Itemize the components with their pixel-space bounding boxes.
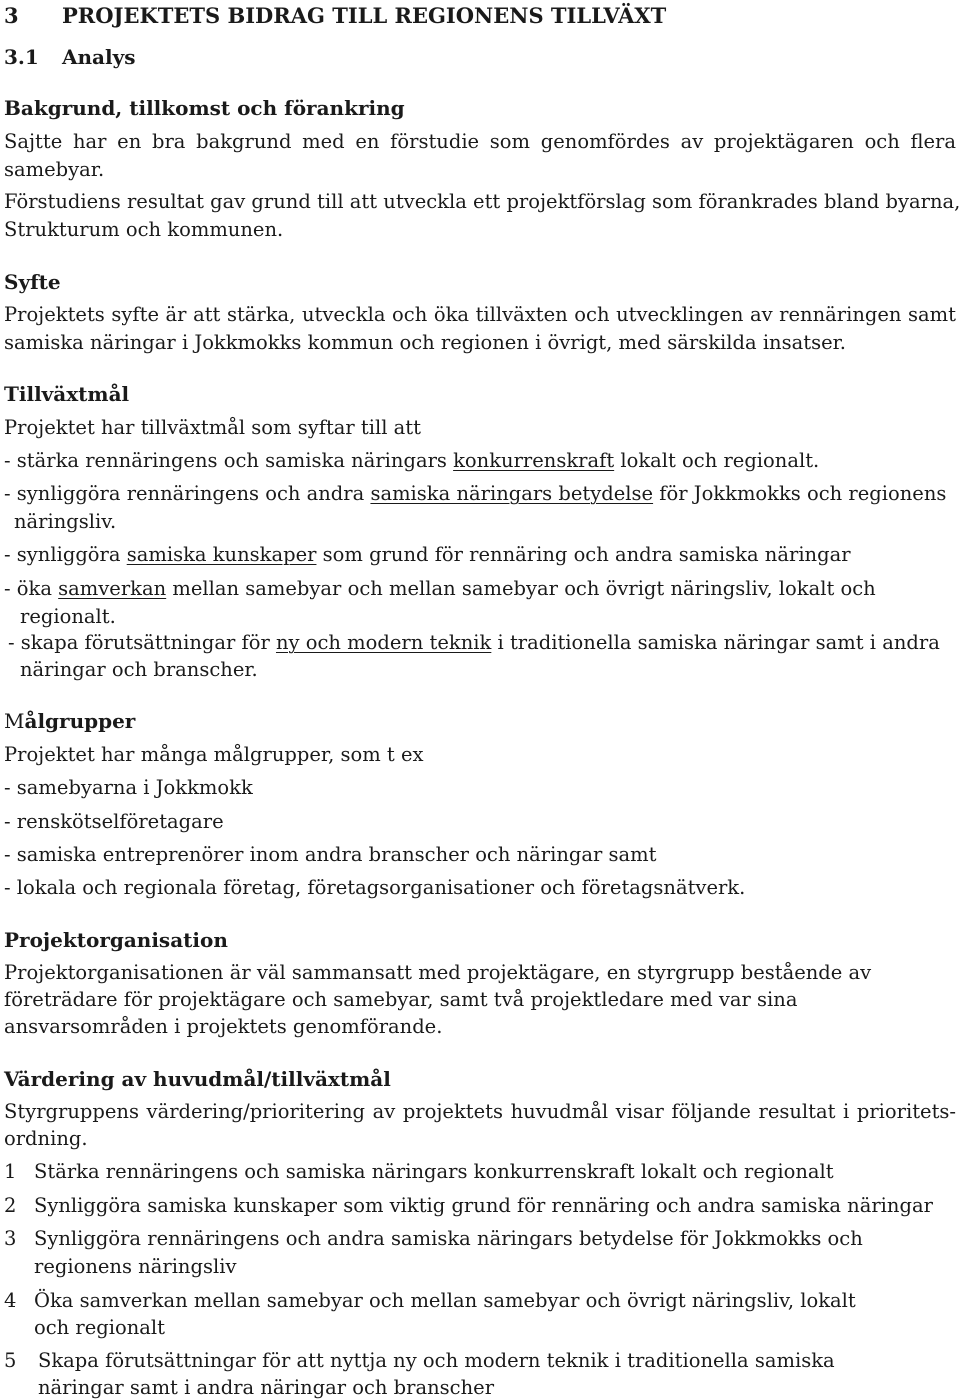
- syfte-text-line: Projektets syfte är att stärka, utveckla och öka tillväxten och utvecklingen av rennäringen samt: [4, 303, 956, 326]
- malgrupper-item: - samebyarna i Jokkmokk: [4, 776, 253, 799]
- chapter-number: 3: [4, 3, 19, 28]
- bakgrund-heading: Bakgrund, tillkomst och förankring: [4, 96, 405, 120]
- bakgrund-text-line: Strukturum och kommunen.: [4, 218, 284, 241]
- priority-item-cont: och regionalt: [34, 1316, 165, 1339]
- tillvaxtmal-bullet: - synliggöra rennäringens och andra samiska näringars betydelse för Jokkmokks och regionens: [4, 482, 947, 505]
- underlined-term: konkurrenskraft: [453, 449, 615, 472]
- priority-number: 5: [4, 1349, 17, 1372]
- projektorganisation-heading: Projektorganisation: [4, 928, 228, 952]
- priority-item: 3 Synliggöra rennäringens och andra samiska näringars betydelse för Jokkmokks och: [4, 1227, 863, 1250]
- tillvaxtmal-bullet: - synliggöra samiska kunskaper som grund för rennäring och andra samiska näringar: [4, 543, 851, 566]
- priority-item-cont: näringar samt i andra näringar och branscher: [38, 1376, 495, 1399]
- section-heading: [4, 45, 136, 69]
- malgrupper-item: - samiska entreprenörer inom andra branscher och näringar samt: [4, 843, 657, 866]
- tillvaxtmal-bullet-cont: regionalt.: [20, 605, 116, 628]
- priority-number: 1: [4, 1160, 17, 1183]
- underlined-term: samiska näringars betydelse: [370, 482, 654, 505]
- priority-item: 2 Synliggöra samiska kunskaper som viktig grund för rennäring och andra samiska näringar: [4, 1194, 933, 1217]
- chapter-title: PROJEKTETS BIDRAG TILL REGIONENS TILLVÄXT: [62, 3, 667, 28]
- projektorganisation-text-line: företrädare för projektägare och samebyar, samt två projektledare med var sina: [4, 988, 798, 1011]
- malgrupper-item: - lokala och regionala företag, företagsorganisationer och företagsnätverk.: [4, 876, 746, 899]
- projektorganisation-text-line: Projektorganisationen är väl sammansatt med projektägare, en styrgrupp bestående av: [4, 961, 872, 984]
- priority-number: 3: [4, 1227, 17, 1250]
- tillvaxtmal-bullet: - stärka rennäringens och samiska näringars konkurrenskraft lokalt och regionalt.: [4, 449, 820, 472]
- syfte-heading: Syfte: [4, 270, 61, 294]
- tillvaxtmal-heading: Tillväxtmål: [4, 382, 130, 406]
- underlined-term: samverkan: [58, 577, 167, 600]
- malgrupper-item: - renskötselföretagare: [4, 810, 224, 833]
- priority-item: 4 Öka samverkan mellan samebyar och mellan samebyar och övrigt näringsliv, lokalt: [4, 1289, 856, 1312]
- tillvaxtmal-intro: Projektet har tillväxtmål som syftar till att: [4, 416, 421, 439]
- bakgrund-text-line: Förstudiens resultat gav grund till att utveckla ett projektförslag som förankrades bland byarna,: [4, 190, 960, 213]
- vardering-text-line: Styrgruppens värdering/prioritering av projektets huvudmål visar följande resultat i prioritets-: [4, 1100, 956, 1123]
- bakgrund-text-line: samebyar.: [4, 158, 105, 181]
- underlined-term: samiska kunskaper: [126, 543, 317, 566]
- projektorganisation-text-line: ansvarsområden i projektets genomförande.: [4, 1015, 443, 1038]
- tillvaxtmal-bullet-cont: näringar och branscher.: [20, 658, 258, 681]
- tillvaxtmal-bullet: - skapa förutsättningar för ny och modern teknik i traditionella samiska näringar samt i andra: [8, 631, 940, 654]
- syfte-text-line: samiska näringar i Jokkmokks kommun och regionen i övrigt, med särskilda insatser.: [4, 331, 847, 354]
- vardering-heading: Värdering av huvudmål/tillväxtmål: [4, 1067, 391, 1091]
- priority-item: 5 Skapa förutsättningar för att nyttja ny och modern teknik i traditionella samiska: [4, 1349, 835, 1372]
- tillvaxtmal-bullet-cont: näringsliv.: [14, 510, 117, 533]
- priority-item-cont: regionens näringsliv: [34, 1255, 237, 1278]
- tillvaxtmal-bullet: - öka samverkan mellan samebyar och mellan samebyar och övrigt näringsliv, lokalt och: [4, 577, 876, 600]
- section-number: 3.1: [4, 45, 39, 69]
- section-title: Analys: [62, 45, 136, 69]
- malgrupper-heading: Målgrupper: [4, 709, 136, 733]
- bakgrund-text-line: Sajtte har en bra bakgrund med en förstudie som genomfördes av projektägaren och flera: [4, 130, 956, 153]
- malgrupper-intro: Projektet har många målgrupper, som t ex: [4, 743, 424, 766]
- priority-number: 2: [4, 1194, 17, 1217]
- priority-item: 1 Stärka rennäringens och samiska näringars konkurrenskraft lokalt och regionalt: [4, 1160, 834, 1183]
- priority-number: 4: [4, 1289, 17, 1312]
- underlined-term: ny och modern teknik: [275, 631, 492, 654]
- vardering-text-line: ordning.: [4, 1127, 88, 1150]
- chapter-heading: [4, 4, 666, 28]
